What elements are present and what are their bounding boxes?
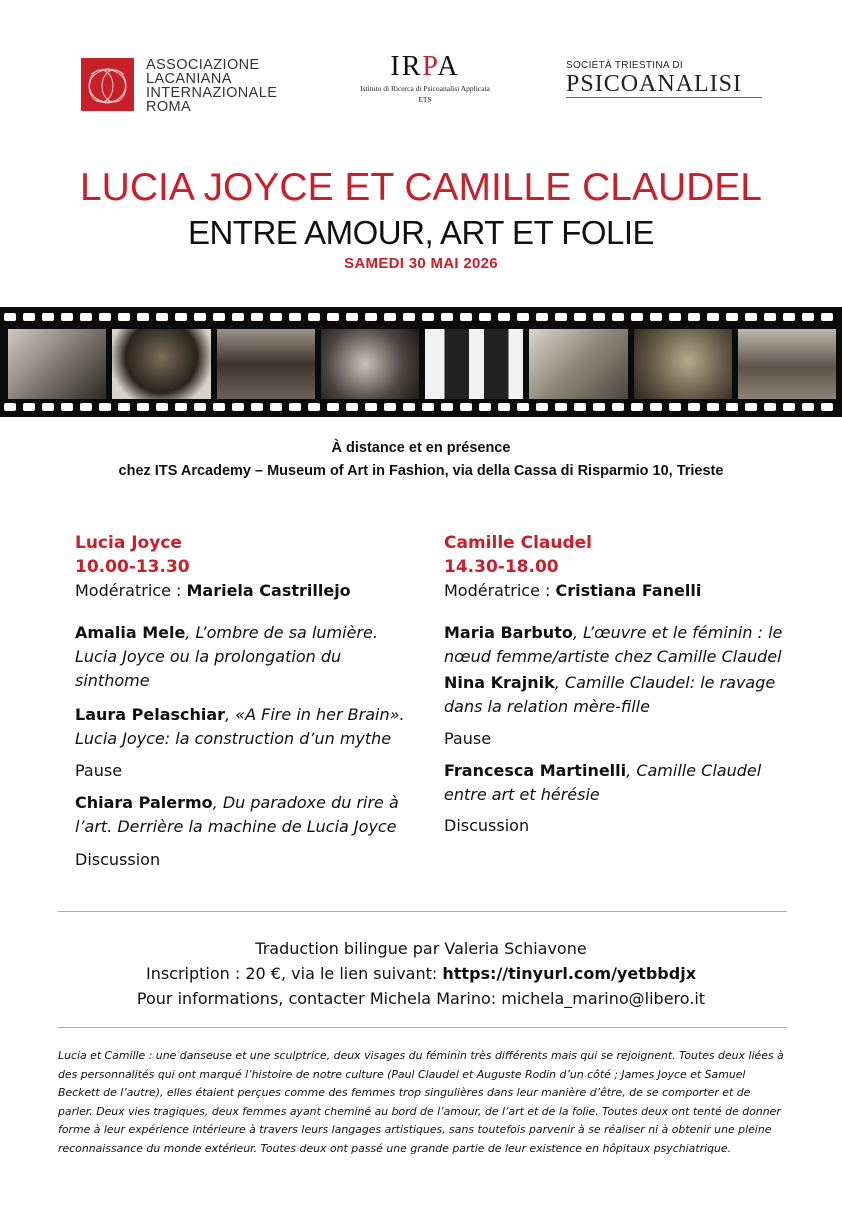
discussion-label: Discussion (75, 850, 161, 869)
moderator-name: Mariela Castrillejo (186, 581, 351, 600)
film-hole (821, 313, 833, 321)
film-hole (23, 313, 35, 321)
photo-frame-5 (425, 329, 523, 399)
talk-3 (75, 791, 420, 839)
film-hole (213, 403, 225, 411)
irpa-name-c: A (437, 51, 460, 82)
film-hole (403, 313, 415, 321)
film-hole (650, 403, 662, 411)
talk-speaker: Maria Barbuto (444, 623, 573, 642)
irpa-ets: ETS (418, 95, 432, 104)
film-hole (42, 313, 54, 321)
film-hole (42, 403, 54, 411)
inscription-info (0, 961, 842, 986)
moderator-label: Modératrice : (444, 581, 556, 600)
film-hole (80, 313, 92, 321)
film-hole (498, 313, 510, 321)
film-hole (726, 313, 738, 321)
session-lucia-joyce (75, 531, 420, 872)
talk-speaker: Amalia Mele (75, 623, 186, 642)
film-hole (232, 403, 244, 411)
film-hole (308, 403, 320, 411)
talk-speaker: Chiara Palermo (75, 793, 213, 812)
film-hole (479, 403, 491, 411)
ali-logo (81, 58, 277, 114)
film-hole (422, 403, 434, 411)
film-hole (403, 403, 415, 411)
film-hole (4, 313, 16, 321)
film-hole (327, 313, 339, 321)
film-hole (23, 403, 35, 411)
film-hole (137, 403, 149, 411)
sts-big-text: PSICOANALISI (566, 71, 762, 98)
film-hole (593, 313, 605, 321)
film-hole (631, 403, 643, 411)
film-hole (574, 313, 586, 321)
film-frames (8, 329, 836, 399)
talk-title: , Camille Claudel entre art et hérésie (444, 761, 762, 804)
moderator (444, 579, 789, 603)
inscription-label: Inscription : 20 €, via le lien suivant: (145, 964, 443, 983)
film-hole (194, 403, 206, 411)
moderator (75, 579, 420, 603)
talk-title: , Camille Claudel: le ravage dans la relation mère-fille (444, 673, 776, 716)
sts-small-text: SOCIETÀ TRIESTINA DI (566, 60, 683, 71)
film-hole (422, 313, 434, 321)
ali-line-4: ROMA (146, 99, 192, 115)
talk-3 (444, 759, 789, 807)
film-hole (688, 403, 700, 411)
divider-bottom (58, 1027, 787, 1028)
film-hole (536, 313, 548, 321)
discussion-label: Discussion (444, 816, 530, 835)
photo-frame-2 (112, 329, 210, 399)
film-hole (764, 313, 776, 321)
photo-frame-1 (8, 329, 106, 399)
talk-speaker: Nina Krajnik (444, 673, 555, 692)
talk-title: , Du paradoxe du rire à l’art. Derrière la machine de Lucia Joyce (75, 793, 399, 836)
film-hole (669, 313, 681, 321)
film-hole (80, 403, 92, 411)
film-hole (650, 313, 662, 321)
film-hole (707, 403, 719, 411)
film-hole (270, 313, 282, 321)
film-hole (213, 313, 225, 321)
film-hole (745, 403, 757, 411)
sts-logo (566, 60, 766, 98)
moderator-label: Modératrice : (75, 581, 187, 600)
talk-1 (75, 621, 420, 693)
film-hole (745, 313, 757, 321)
irpa-name (345, 52, 505, 82)
talk-title: , L’œuvre et le féminin : le nœud femme/artiste chez Camille Claudel (444, 623, 783, 666)
film-hole (441, 313, 453, 321)
film-hole (536, 403, 548, 411)
divider-top (58, 911, 787, 912)
film-hole (517, 313, 529, 321)
film-hole (118, 403, 130, 411)
pause-label: Pause (444, 729, 492, 748)
session-time: 10.00-13.30 (75, 557, 190, 577)
film-hole (384, 313, 396, 321)
ali-line-2: LACANIANA (146, 71, 232, 87)
translation-info: Traduction bilingue par Valeria Schiavone (255, 939, 587, 958)
film-hole (479, 313, 491, 321)
event-title: LUCIA JOYCE ET CAMILLE CLAUDEL (79, 166, 762, 209)
film-hole (612, 403, 624, 411)
talk-speaker: Francesca Martinelli (444, 761, 627, 780)
film-hole (308, 313, 320, 321)
photo-frame-7 (634, 329, 732, 399)
event-date: SAMEDI 30 MAI 2026 (344, 255, 498, 272)
photo-frame-4 (321, 329, 419, 399)
talk-2 (444, 671, 789, 719)
irpa-name-b: P (422, 51, 438, 82)
film-hole (289, 313, 301, 321)
film-hole (270, 403, 282, 411)
irpa-logo (345, 52, 505, 104)
film-hole (669, 403, 681, 411)
talk-title: , L’ombre de sa lumière. Lucia Joyce ou la prolongation du sinthome (75, 623, 378, 690)
film-hole (175, 403, 187, 411)
film-hole (289, 403, 301, 411)
ali-logo-text (146, 58, 277, 114)
film-holes-top (0, 313, 842, 321)
session-name: Lucia Joyce (75, 533, 182, 553)
film-hole (194, 313, 206, 321)
film-hole (783, 313, 795, 321)
film-hole (118, 313, 130, 321)
film-hole (593, 403, 605, 411)
film-hole (346, 403, 358, 411)
film-hole (460, 313, 472, 321)
film-hole (783, 403, 795, 411)
film-hole (384, 403, 396, 411)
talk-2 (75, 703, 420, 751)
session-camille-claudel (444, 531, 789, 838)
film-hole (574, 403, 586, 411)
film-hole (688, 313, 700, 321)
film-hole (821, 403, 833, 411)
film-hole (327, 403, 339, 411)
ali-line-3: INTERNAZIONALE (146, 85, 278, 101)
ali-line-1: ASSOCIAZIONE (146, 57, 260, 73)
film-hole (612, 313, 624, 321)
film-hole (802, 313, 814, 321)
film-hole (99, 403, 111, 411)
film-hole (137, 313, 149, 321)
film-hole (156, 313, 168, 321)
inscription-link[interactable]: https://tinyurl.com/yetbbdjx (442, 964, 697, 983)
contact-info: Pour informations, contacter Michela Marino: michela_marino@libero.it (136, 989, 706, 1008)
talk-1 (444, 621, 789, 669)
film-hole (764, 403, 776, 411)
film-holes-bottom (0, 403, 842, 411)
film-hole (441, 403, 453, 411)
location-mode: À distance et en présence (331, 440, 511, 456)
film-hole (517, 403, 529, 411)
irpa-subtitle: Istituto di Ricerca di Psicoanalisi Applicata (360, 84, 490, 93)
film-hole (346, 313, 358, 321)
film-hole (99, 313, 111, 321)
film-strip (0, 307, 842, 417)
film-hole (251, 403, 263, 411)
photo-frame-6 (529, 329, 627, 399)
location-venue: chez ITS Arcademy – Museum of Art in Fashion, via della Cassa di Risparmio 10, Trieste (118, 463, 724, 479)
talk-speaker: Laura Pelaschiar (75, 705, 226, 724)
film-hole (175, 313, 187, 321)
session-name: Camille Claudel (444, 533, 592, 553)
pause-label: Pause (75, 761, 123, 780)
film-hole (726, 403, 738, 411)
event-subtitle: ENTRE AMOUR, ART ET FOLIE (187, 214, 655, 251)
film-hole (61, 403, 73, 411)
film-hole (4, 403, 16, 411)
talk-title: , «A Fire in her Brain». Lucia Joyce: la construction d’un mythe (75, 705, 405, 748)
photo-frame-8 (738, 329, 836, 399)
photo-frame-3 (217, 329, 315, 399)
film-hole (707, 313, 719, 321)
film-hole (498, 403, 510, 411)
film-hole (555, 403, 567, 411)
event-description: Lucia et Camille : une danseuse et une sculptrice, deux visages du féminin très différents mais qui se rejoignent. Toutes deux liées à des personnalités qui ont marqué l’histoire de notre culture (Paul Claudel et Auguste Rodin d’un côté ; James Joyce et Samuel Beckett de l’autre), elles étaient perçues comme des femmes trop singulières dans leur manière d’être, de se comporter et de parler. Deux vies tragiques, deux femmes ayant cheminé au bord de l’amour, de l’art et de la folie. Toutes deux ont tenté de donner forme à leur expérience intérieure à travers leurs langages artistiques, sans toutefois parvenir à se réaliser ni à obtenir une pleine reconnaissance du monde extérieur. Toutes deux ont passé une grande partie de leur existence en hôpitaux psychiatrique. (58, 1049, 784, 1155)
moderator-name: Cristiana Fanelli (555, 581, 702, 600)
session-time: 14.30-18.00 (444, 557, 559, 577)
film-hole (365, 403, 377, 411)
ali-emblem-icon (81, 58, 134, 111)
film-hole (156, 403, 168, 411)
film-hole (460, 403, 472, 411)
film-hole (555, 313, 567, 321)
film-hole (251, 313, 263, 321)
film-hole (61, 313, 73, 321)
film-hole (365, 313, 377, 321)
irpa-name-a: IR (390, 51, 423, 82)
film-hole (631, 313, 643, 321)
film-hole (232, 313, 244, 321)
film-hole (802, 403, 814, 411)
